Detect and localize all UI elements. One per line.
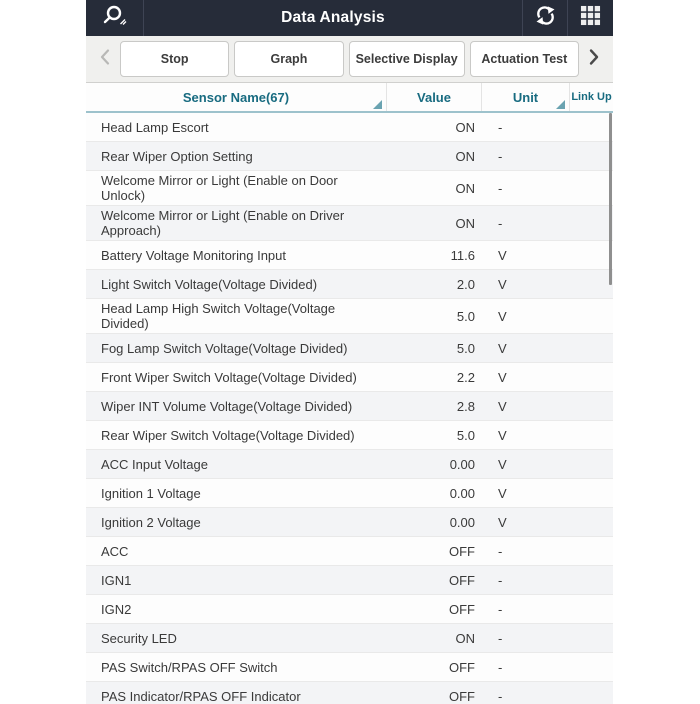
sensor-unit-cell: V bbox=[498, 308, 507, 324]
stop-button[interactable]: Stop bbox=[120, 41, 229, 77]
sensor-unit-cell: - bbox=[498, 688, 503, 704]
sensor-unit-cell: V bbox=[498, 276, 507, 292]
sensor-unit-cell: - bbox=[498, 119, 503, 135]
search-button[interactable] bbox=[86, 0, 144, 36]
table-row[interactable] bbox=[86, 537, 613, 566]
sensor-name-cell: IGN1 bbox=[101, 572, 132, 588]
title-bar bbox=[86, 0, 613, 36]
sensor-value-cell: 0.00 bbox=[449, 456, 475, 472]
toolbar bbox=[86, 36, 613, 83]
table-row[interactable] bbox=[86, 479, 613, 508]
table-row[interactable] bbox=[86, 450, 613, 479]
refresh-button[interactable] bbox=[522, 0, 567, 36]
table-row[interactable] bbox=[86, 392, 613, 421]
actuation-test-button[interactable]: Actuation Test bbox=[470, 41, 579, 77]
sensor-name-cell: Light Switch Voltage(Voltage Divided) bbox=[101, 276, 318, 292]
scrollbar[interactable] bbox=[609, 113, 612, 285]
table-row[interactable] bbox=[86, 595, 613, 624]
table-row[interactable] bbox=[86, 270, 613, 299]
sensor-value-cell: OFF bbox=[449, 543, 475, 559]
sensor-value-cell: 2.2 bbox=[456, 369, 475, 385]
sensor-unit-cell: - bbox=[498, 148, 503, 164]
sensor-unit-cell: - bbox=[498, 543, 503, 559]
sensor-unit-cell: - bbox=[498, 601, 503, 617]
sensor-name-cell: Battery Voltage Monitoring Input bbox=[101, 247, 287, 263]
refresh-icon bbox=[534, 4, 557, 32]
sensor-name-cell: ACC bbox=[101, 543, 129, 559]
sensor-unit-cell: - bbox=[498, 180, 503, 196]
sensor-unit-cell: V bbox=[498, 247, 507, 263]
table-row[interactable] bbox=[86, 113, 613, 142]
table-row[interactable] bbox=[86, 624, 613, 653]
table-header bbox=[86, 83, 613, 113]
column-header-value-label: Value bbox=[417, 89, 451, 105]
sensor-value-cell: 0.00 bbox=[449, 514, 475, 530]
sensor-name-cell: Security LED bbox=[101, 630, 177, 646]
next-page-button[interactable] bbox=[584, 48, 604, 71]
sensor-unit-cell: V bbox=[498, 369, 507, 385]
magnifier-icon bbox=[100, 4, 130, 33]
sensor-value-cell: 2.8 bbox=[456, 398, 475, 414]
sensor-name-cell: PAS Indicator/RPAS OFF Indicator bbox=[101, 688, 301, 704]
table-row[interactable] bbox=[86, 206, 613, 241]
column-header-sensor-name[interactable] bbox=[86, 83, 386, 111]
sensor-name-cell: Rear Wiper Option Setting bbox=[101, 148, 253, 164]
sensor-unit-cell: V bbox=[498, 340, 507, 356]
sensor-table-body bbox=[86, 113, 613, 704]
sensor-value-cell: 5.0 bbox=[456, 427, 475, 443]
selective-display-button[interactable]: Selective Display bbox=[349, 41, 465, 77]
table-row[interactable] bbox=[86, 421, 613, 450]
sensor-name-cell: Head Lamp High Switch Voltage(Voltage Divided) bbox=[101, 301, 336, 331]
sensor-name-cell: PAS Switch/RPAS OFF Switch bbox=[101, 659, 278, 675]
column-header-unit[interactable] bbox=[481, 83, 569, 111]
column-header-link-up-label: Link Up bbox=[571, 90, 612, 103]
sensor-value-cell: ON bbox=[455, 119, 475, 135]
sensor-unit-cell: V bbox=[498, 485, 507, 501]
apps-grid-icon bbox=[580, 5, 601, 31]
chevron-left-icon bbox=[99, 48, 111, 71]
prev-page-button[interactable] bbox=[95, 48, 115, 71]
sensor-unit-cell: - bbox=[498, 572, 503, 588]
chevron-right-icon bbox=[588, 48, 600, 71]
sensor-unit-cell: V bbox=[498, 514, 507, 530]
sensor-name-cell: Fog Lamp Switch Voltage(Voltage Divided) bbox=[101, 340, 348, 356]
sensor-value-cell: 0.00 bbox=[449, 485, 475, 501]
sensor-unit-cell: - bbox=[498, 215, 503, 231]
sensor-name-cell: Wiper INT Volume Voltage(Voltage Divided) bbox=[101, 398, 353, 414]
column-header-link-up[interactable] bbox=[569, 83, 613, 111]
table-row[interactable] bbox=[86, 566, 613, 595]
sensor-value-cell: 11.6 bbox=[450, 247, 475, 263]
page-title: Data Analysis bbox=[281, 9, 385, 26]
table-row[interactable] bbox=[86, 363, 613, 392]
sensor-value-cell: OFF bbox=[449, 688, 475, 704]
sensor-value-cell: OFF bbox=[449, 659, 475, 675]
graph-button[interactable]: Graph bbox=[234, 41, 343, 77]
sensor-value-cell: ON bbox=[455, 215, 475, 231]
sensor-name-cell: Rear Wiper Switch Voltage(Voltage Divided) bbox=[101, 427, 355, 443]
sensor-name-cell: Ignition 2 Voltage bbox=[101, 514, 201, 530]
sensor-value-cell: 2.0 bbox=[456, 276, 475, 292]
sensor-name-cell: IGN2 bbox=[101, 601, 132, 617]
sensor-name-cell: Head Lamp Escort bbox=[101, 119, 209, 135]
diagnostic-app-window bbox=[86, 0, 613, 704]
sensor-name-cell: Front Wiper Switch Voltage(Voltage Divided) bbox=[101, 369, 357, 385]
column-header-sensor-name-label: Sensor Name(67) bbox=[182, 89, 290, 105]
sensor-value-cell: 5.0 bbox=[456, 340, 475, 356]
sort-icon bbox=[373, 100, 382, 109]
table-row[interactable] bbox=[86, 171, 613, 206]
column-header-value[interactable] bbox=[386, 83, 481, 111]
table-row[interactable] bbox=[86, 241, 613, 270]
sensor-value-cell: ON bbox=[455, 630, 475, 646]
sensor-value-cell: ON bbox=[455, 148, 475, 164]
sensor-value-cell: 5.0 bbox=[456, 308, 475, 324]
table-row[interactable] bbox=[86, 508, 613, 537]
sensor-value-cell: ON bbox=[455, 180, 475, 196]
apps-grid-button[interactable] bbox=[567, 0, 613, 36]
sensor-unit-cell: - bbox=[498, 659, 503, 675]
sensor-name-cell: Welcome Mirror or Light (Enable on Driver Approach) bbox=[101, 208, 345, 238]
table-rows bbox=[86, 113, 613, 704]
sensor-name-cell: ACC Input Voltage bbox=[101, 456, 208, 472]
sensor-value-cell: OFF bbox=[449, 572, 475, 588]
sort-icon bbox=[556, 100, 565, 109]
table-row[interactable] bbox=[86, 334, 613, 363]
sensor-unit-cell: - bbox=[498, 630, 503, 646]
column-header-unit-label: Unit bbox=[512, 89, 539, 105]
sensor-unit-cell: V bbox=[498, 427, 507, 443]
table-row[interactable] bbox=[86, 682, 613, 704]
sensor-name-cell: Ignition 1 Voltage bbox=[101, 485, 201, 501]
sensor-value-cell: OFF bbox=[449, 601, 475, 617]
sensor-unit-cell: V bbox=[498, 398, 507, 414]
table-row[interactable] bbox=[86, 653, 613, 682]
table-row[interactable] bbox=[86, 142, 613, 171]
table-row[interactable] bbox=[86, 299, 613, 334]
sensor-unit-cell: V bbox=[498, 456, 507, 472]
sensor-name-cell: Welcome Mirror or Light (Enable on Door Unlock) bbox=[101, 173, 338, 203]
